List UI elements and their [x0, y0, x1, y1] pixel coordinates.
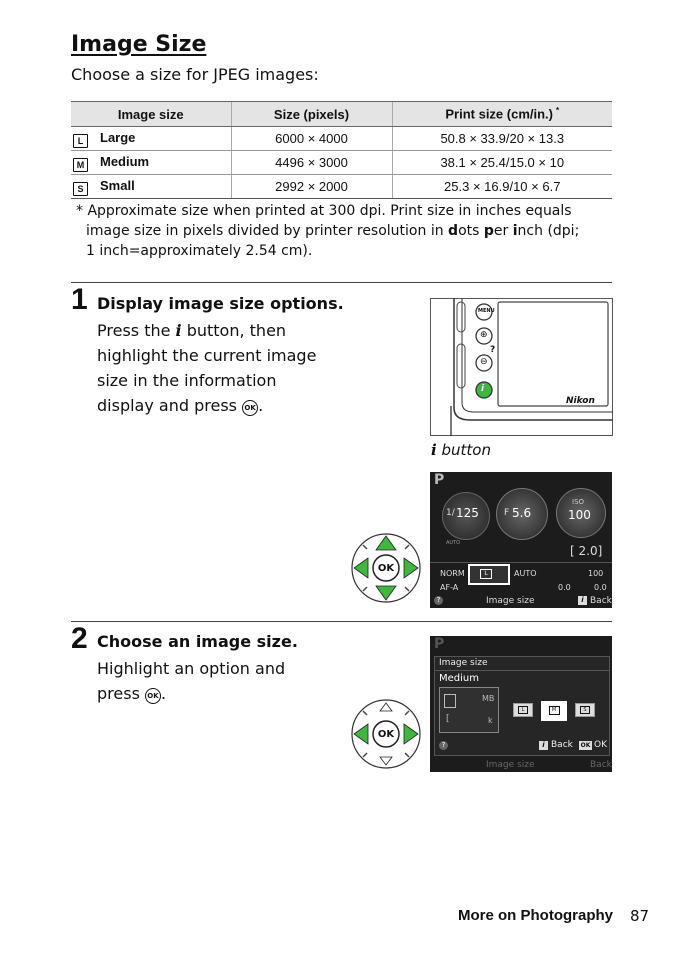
- table-cell-pixels: 4496 × 3000: [231, 151, 392, 175]
- step-heading: Display image size options.: [97, 294, 344, 313]
- camera-back-illustration: [430, 298, 613, 436]
- shooting-mode: P: [434, 636, 445, 652]
- size-medium-icon: M: [73, 158, 88, 172]
- footnote-emphasis: i: [512, 223, 518, 239]
- iso-setting: 100: [588, 569, 604, 578]
- table-cell-pixels: 6000 × 4000: [231, 127, 392, 151]
- aperture-prefix: F: [504, 508, 510, 518]
- size-name: Large: [100, 129, 136, 145]
- shooting-mode: P: [434, 472, 445, 488]
- instruction-text: display and press: [97, 396, 243, 415]
- footnote-line: Approximate size when printed at 300 dpi. Print size in inches equals: [87, 203, 572, 219]
- size-large-icon: L: [480, 569, 492, 579]
- table-cell-print: 50.8 × 33.9/20 × 13.3: [392, 127, 612, 151]
- table-row: [71, 151, 612, 175]
- size-name: Small: [100, 177, 135, 193]
- flash-comp: 0.0: [594, 583, 607, 592]
- table-cell-pixels: 2992 × 2000: [231, 175, 392, 199]
- help-icon: ?: [439, 741, 448, 750]
- instruction-text: Press the: [97, 321, 176, 340]
- bracket-icon: [: [446, 714, 450, 724]
- camera-brand-logo: Nikon: [566, 396, 595, 406]
- table-cell-size: [71, 175, 231, 199]
- table-header-print-size: [392, 102, 612, 127]
- table-header-row: [71, 102, 612, 127]
- footnote-line: 1 inch=approximately 2.54 cm).: [86, 243, 313, 259]
- footnote-asterisk: *: [76, 203, 83, 219]
- auto-indicator: AUTO: [446, 540, 461, 546]
- i-button-glyph: i: [431, 441, 437, 459]
- table-cell-print: 38.1 × 25.4/15.0 × 10: [392, 151, 612, 175]
- mb-label: MB: [482, 694, 495, 703]
- i-back-icon: i: [578, 596, 587, 605]
- table-header-size-pixels: Size (pixels): [231, 102, 392, 127]
- ok-center-label: OK: [377, 563, 395, 574]
- size-large-icon: L: [73, 134, 88, 148]
- table-header-image-size: Image size: [71, 102, 231, 127]
- table-header-print-size-label: Print size (cm/in.): [445, 106, 553, 122]
- ok-label: OK: [594, 740, 607, 750]
- divider: [71, 621, 612, 622]
- selected-size-label: Medium: [439, 673, 479, 684]
- i-button-callout: [431, 441, 491, 459]
- zoom-out-button-label: ⊖: [480, 357, 488, 367]
- iso-label: ISO: [572, 498, 585, 506]
- option-medium-selected[interactable]: [541, 701, 567, 721]
- shutter-speed: 125: [456, 506, 479, 520]
- page-subtitle: Choose a size for JPEG images:: [71, 65, 319, 84]
- callout-text: button: [441, 441, 491, 459]
- help-icon: ?: [434, 596, 443, 605]
- section-footer: More on Photography: [458, 907, 613, 924]
- step-number: 2: [71, 622, 88, 655]
- ok-center-label: OK: [377, 729, 395, 740]
- step-number: 1: [71, 283, 88, 316]
- page-title: Image Size: [71, 32, 207, 57]
- step-instructions: [97, 318, 357, 418]
- back-label: Back: [590, 596, 612, 606]
- k-label: k: [488, 716, 493, 725]
- footnote-emphasis: p: [483, 223, 494, 239]
- footnote-mark: *: [556, 106, 560, 116]
- instruction-text: size in the information: [97, 371, 277, 390]
- iso-value: 100: [568, 508, 591, 522]
- table-cell-size: [71, 151, 231, 175]
- white-balance: AUTO: [514, 569, 537, 578]
- ok-button-icon: OK: [242, 400, 258, 416]
- back-label: Back: [551, 740, 573, 750]
- exposure-comp: [ 2.0]: [570, 544, 603, 558]
- focus-mode: AF-A: [440, 583, 459, 592]
- instruction-text: press: [97, 684, 145, 703]
- option-small[interactable]: [575, 703, 595, 717]
- i-button-label: i: [481, 384, 485, 394]
- page-number: 87: [630, 907, 650, 925]
- menu-title: Image size: [439, 658, 488, 668]
- step-instructions: [97, 656, 337, 706]
- footnote-line: image size in pixels divided by printer resolution in: [86, 223, 449, 239]
- table-footnote: [76, 201, 616, 261]
- size-info-box: [439, 687, 499, 733]
- ok-badge-icon: OK: [580, 742, 591, 749]
- instruction-text: button, then: [181, 321, 287, 340]
- option-large[interactable]: [513, 703, 533, 717]
- step-heading: Choose an image size.: [97, 632, 298, 651]
- display-bottom-label: Image size: [486, 760, 535, 770]
- instruction-text: Highlight an option and: [97, 659, 286, 678]
- image-quality: NORM: [440, 569, 465, 578]
- table-cell-size: [71, 127, 231, 151]
- card-icon: [444, 694, 456, 708]
- menu-button-label: MENU: [478, 308, 495, 314]
- shutter-prefix: 1/: [446, 508, 455, 518]
- info-display-screen: [430, 472, 612, 608]
- table-row: [71, 127, 612, 151]
- i-back-icon: i: [539, 741, 548, 750]
- back-label-dimmed: Back: [590, 760, 612, 770]
- footnote-text: ots: [458, 223, 484, 239]
- exposure-value: 2.0: [578, 544, 598, 558]
- image-size-table: [71, 101, 612, 199]
- ok-button-icon: OK: [145, 688, 161, 704]
- instruction-text: .: [160, 684, 167, 703]
- size-small-icon: S: [73, 182, 88, 196]
- zoom-in-button-label: ⊕: [480, 330, 488, 340]
- i-button-glyph: i: [175, 321, 182, 340]
- instruction-text: highlight the current image: [97, 346, 317, 365]
- image-size-menu: [434, 656, 610, 756]
- size-name: Medium: [100, 153, 150, 169]
- footnote-text: er: [493, 223, 513, 239]
- size-medium-icon: M: [549, 706, 560, 715]
- size-large-icon: L: [518, 706, 528, 714]
- size-small-icon: S: [580, 706, 590, 714]
- menu-divider: [435, 670, 609, 671]
- help-symbol: ?: [490, 345, 496, 355]
- display-bottom-label: Image size: [486, 596, 535, 606]
- table-row: [71, 175, 612, 199]
- instruction-text: .: [258, 396, 264, 415]
- exposure-setting: 0.0: [558, 583, 571, 592]
- divider: [71, 282, 612, 283]
- footnote-text: nch (dpi;: [517, 223, 580, 239]
- aperture-value: 5.6: [512, 506, 532, 520]
- menu-display-screen: [430, 636, 612, 772]
- display-divider: [430, 562, 612, 563]
- footnote-emphasis: d: [448, 223, 459, 239]
- table-cell-print: 25.3 × 16.9/10 × 6.7: [392, 175, 612, 199]
